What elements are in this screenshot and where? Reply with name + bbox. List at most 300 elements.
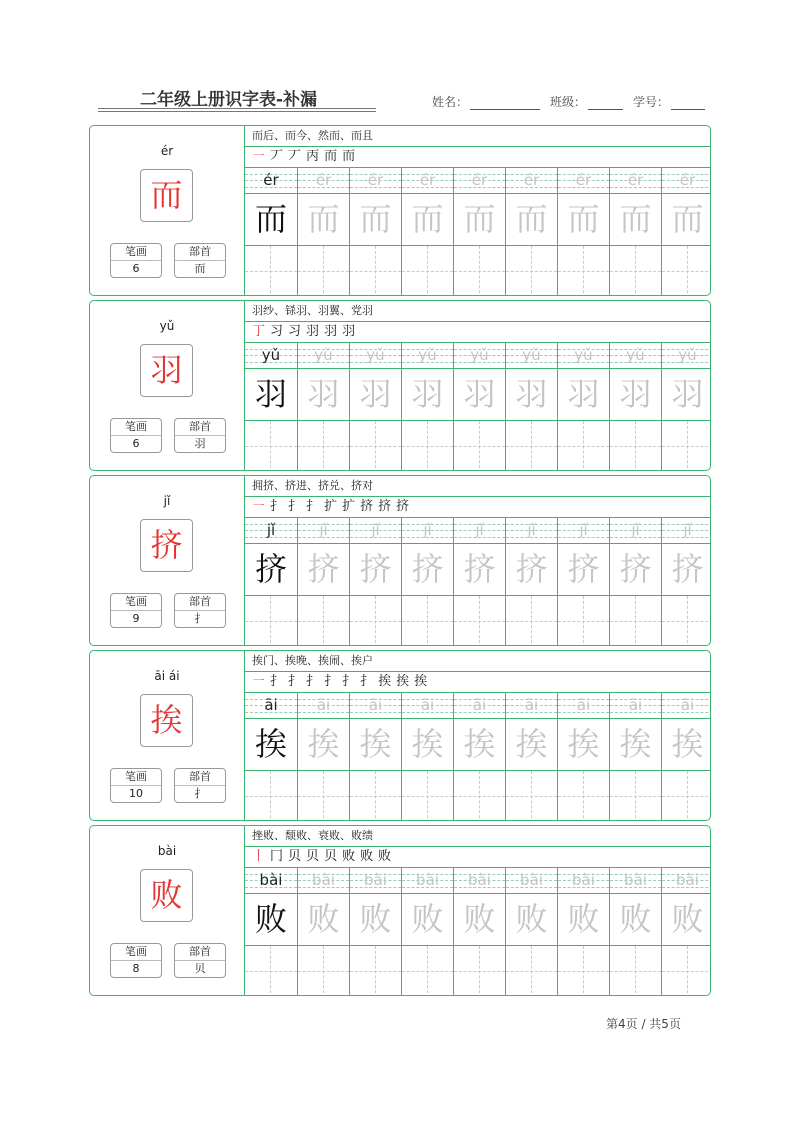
stroke-step: 挨 xyxy=(378,674,392,689)
pinyin-trace: ér xyxy=(523,171,540,189)
pinyin-trace: jǐ xyxy=(475,521,484,539)
pinyin-practice-cell[interactable] xyxy=(505,693,557,719)
page-title: 二年级上册识字表-补漏 xyxy=(140,90,318,110)
character-trace: 而 xyxy=(411,200,444,238)
character-practice-cell[interactable] xyxy=(661,719,711,771)
stroke-step: 贝 xyxy=(324,849,338,864)
pinyin-practice-cell[interactable] xyxy=(401,343,453,369)
character-practice-cell[interactable] xyxy=(661,544,711,596)
character-practice-cell[interactable] xyxy=(349,719,401,771)
character-practice-cell[interactable] xyxy=(453,894,505,946)
character-practice-cell[interactable] xyxy=(401,719,453,771)
character-trace: 羽 xyxy=(619,375,652,413)
character-trace: 而 xyxy=(307,200,340,238)
character-practice-cell[interactable] xyxy=(297,544,349,596)
pinyin-trace: āi xyxy=(576,696,591,714)
character-trace: 挤 xyxy=(515,550,548,588)
pinyin-example: jǐ xyxy=(266,521,276,539)
blank-practice-cell[interactable] xyxy=(609,771,661,821)
character-info-panel xyxy=(90,651,245,820)
pinyin-practice-cell[interactable] xyxy=(453,168,505,194)
character-trace: 挤 xyxy=(307,550,340,588)
pinyin-practice-cell[interactable] xyxy=(505,518,557,544)
grid-guide-vertical xyxy=(427,946,428,996)
grid-guide-vertical xyxy=(635,421,636,471)
blank-practice-cell[interactable] xyxy=(349,771,401,821)
pinyin-practice-cell[interactable] xyxy=(661,693,711,719)
character-practice-cell[interactable] xyxy=(245,194,297,246)
character-practice-cell[interactable] xyxy=(661,194,711,246)
pinyin-practice-cell[interactable] xyxy=(609,168,661,194)
pinyin-practice-cell[interactable] xyxy=(297,518,349,544)
grid-guide-horizontal xyxy=(245,971,297,972)
grid-guide-vertical xyxy=(479,421,480,471)
blank-practice-cell[interactable] xyxy=(557,246,609,296)
pinyin-trace: yǔ xyxy=(678,346,697,364)
pinyin-practice-cell[interactable] xyxy=(297,868,349,894)
example-words: 挫败、颓败、衰败、败绩 xyxy=(245,826,710,847)
blank-practice-cell[interactable] xyxy=(557,771,609,821)
character-example: 而 xyxy=(254,200,287,238)
stroke-order xyxy=(245,847,710,868)
character-trace: 挨 xyxy=(463,725,496,763)
blank-practice-cell[interactable] xyxy=(505,771,557,821)
blank-practice-cell[interactable] xyxy=(297,246,349,296)
grid-guide-vertical xyxy=(479,246,480,296)
character-practice-cell[interactable] xyxy=(297,719,349,771)
character-practice-cell[interactable] xyxy=(401,544,453,596)
stroke-count-value: 6 xyxy=(132,437,140,450)
pinyin-practice-cell[interactable] xyxy=(609,868,661,894)
pinyin-trace: yǔ xyxy=(314,346,333,364)
grid-guide-vertical xyxy=(531,771,532,821)
character-trace: 败 xyxy=(307,900,340,938)
pinyin-trace: āi xyxy=(472,696,487,714)
example-words: 挨门、挨晚、挨闹、挨户 xyxy=(245,651,710,672)
grid-guide-vertical xyxy=(427,771,428,821)
stroke-step: 习 xyxy=(288,324,302,339)
stroke-step: ㇐ xyxy=(252,499,266,514)
blank-practice-cell[interactable] xyxy=(245,421,297,471)
grid-guide-vertical xyxy=(479,771,480,821)
grid-guide-vertical xyxy=(531,246,532,296)
blank-practice-cell[interactable] xyxy=(609,596,661,646)
character-practice-cell[interactable] xyxy=(609,719,661,771)
character-practice-cell[interactable] xyxy=(401,369,453,421)
blank-practice-cell[interactable] xyxy=(557,596,609,646)
stroke-step: 挨 xyxy=(396,674,410,689)
character-practice-cell[interactable] xyxy=(505,719,557,771)
grid-guide-horizontal xyxy=(245,271,297,272)
character-trace: 挤 xyxy=(567,550,600,588)
character-trace: 羽 xyxy=(463,375,496,413)
stroke-count-label: 笔画 xyxy=(111,594,161,611)
stroke-count-value: 9 xyxy=(132,612,140,625)
pinyin-practice-cell[interactable] xyxy=(557,168,609,194)
character-example: 羽 xyxy=(254,375,287,413)
stroke-count-box xyxy=(110,243,162,278)
grid-guide-vertical xyxy=(270,946,271,996)
blank-practice-cell[interactable] xyxy=(401,596,453,646)
example-words: 羽纱、铩羽、羽翼、党羽 xyxy=(245,301,710,322)
example-words: 拥挤、挤进、挤兑、挤对 xyxy=(245,476,710,497)
stroke-count-box xyxy=(110,943,162,978)
pinyin-practice-cell[interactable] xyxy=(349,343,401,369)
pinyin-trace: jǐ xyxy=(527,521,536,539)
character: 而 xyxy=(150,176,183,214)
grid-guide-horizontal xyxy=(245,621,297,622)
blank-practice-cell[interactable] xyxy=(245,246,297,296)
grid-guide-vertical xyxy=(375,246,376,296)
character-practice-cell[interactable] xyxy=(245,719,297,771)
blank-practice-cell[interactable] xyxy=(661,421,711,471)
grid-guide-vertical xyxy=(375,771,376,821)
stroke-count-box xyxy=(110,418,162,453)
pinyin-practice-cell[interactable] xyxy=(245,868,297,894)
character-trace: 羽 xyxy=(411,375,444,413)
pinyin-trace: yǔ xyxy=(470,346,489,364)
stroke-count-label: 笔画 xyxy=(111,244,161,261)
stroke-step: 扌 xyxy=(306,674,320,689)
pinyin-practice-cell[interactable] xyxy=(401,693,453,719)
character-practice-cell[interactable] xyxy=(349,894,401,946)
character-practice-cell[interactable] xyxy=(557,544,609,596)
character-box xyxy=(140,169,193,222)
radical-label: 部首 xyxy=(175,944,225,961)
blank-practice-cell[interactable] xyxy=(453,246,505,296)
blank-practice-cell[interactable] xyxy=(453,596,505,646)
blank-practice-cell[interactable] xyxy=(661,946,711,996)
grid-guide-vertical xyxy=(375,946,376,996)
character-trace: 而 xyxy=(463,200,496,238)
pinyin-practice-cell[interactable] xyxy=(245,343,297,369)
character: 挨 xyxy=(150,701,183,739)
character-pinyin: yǔ xyxy=(159,319,175,333)
character-practice-cell[interactable] xyxy=(609,894,661,946)
character-trace: 而 xyxy=(359,200,392,238)
character-practice-cell[interactable] xyxy=(557,894,609,946)
stroke-step: 贝 xyxy=(288,849,302,864)
character-practice-cell[interactable] xyxy=(505,894,557,946)
blank-practice-cell[interactable] xyxy=(349,946,401,996)
pinyin-practice-cell[interactable] xyxy=(661,868,711,894)
character-practice-cell[interactable] xyxy=(453,369,505,421)
blank-practice-cell[interactable] xyxy=(453,771,505,821)
grid-guide-vertical xyxy=(531,596,532,646)
character-practice-cell[interactable] xyxy=(505,544,557,596)
character-example: 挨 xyxy=(254,725,287,763)
blank-practice-cell[interactable] xyxy=(349,596,401,646)
pinyin-practice-cell[interactable] xyxy=(609,693,661,719)
pinyin-practice-cell[interactable] xyxy=(349,868,401,894)
pinyin-practice-cell[interactable] xyxy=(661,343,711,369)
grid-guide-vertical xyxy=(635,946,636,996)
character-trace: 而 xyxy=(671,200,704,238)
stroke-order xyxy=(245,497,710,518)
character-trace: 挨 xyxy=(567,725,600,763)
character-practice-cell[interactable] xyxy=(245,544,297,596)
character-box xyxy=(140,869,193,922)
blank-practice-cell[interactable] xyxy=(297,421,349,471)
character-practice-cell[interactable] xyxy=(453,194,505,246)
stroke-count-value: 6 xyxy=(132,262,140,275)
pinyin-practice-cell[interactable] xyxy=(453,693,505,719)
pinyin-practice-cell[interactable] xyxy=(349,693,401,719)
class-field[interactable] xyxy=(550,93,623,110)
page-number: 第4页 / 共5页 xyxy=(606,1017,681,1031)
pinyin-practice-cell[interactable] xyxy=(661,168,711,194)
stroke-step: 而 xyxy=(324,149,338,164)
grid-guide-vertical xyxy=(323,246,324,296)
practice-area xyxy=(245,826,710,995)
character-info-panel xyxy=(90,126,245,295)
character-trace: 羽 xyxy=(359,375,392,413)
character-practice-cell[interactable] xyxy=(297,369,349,421)
pinyin-practice-cell[interactable] xyxy=(505,868,557,894)
pinyin-practice-cell[interactable] xyxy=(453,868,505,894)
grid-guide-vertical xyxy=(479,946,480,996)
pinyin-practice-cell[interactable] xyxy=(557,868,609,894)
blank-practice-cell[interactable] xyxy=(505,421,557,471)
stroke-step: 习 xyxy=(270,324,284,339)
pinyin-practice-cell[interactable] xyxy=(557,343,609,369)
radical-box xyxy=(174,593,226,628)
character-practice-cell[interactable] xyxy=(661,369,711,421)
radical-value: 扌 xyxy=(194,787,206,800)
stroke-step: 败 xyxy=(378,849,392,864)
pinyin-trace: yǔ xyxy=(574,346,593,364)
character-practice-cell[interactable] xyxy=(245,894,297,946)
pinyin-trace: āi xyxy=(316,696,331,714)
class-field-label: 班级： xyxy=(550,95,587,109)
stroke-step: 扌 xyxy=(270,499,284,514)
stroke-order xyxy=(245,672,710,693)
blank-practice-cell[interactable] xyxy=(297,771,349,821)
student-number-blank[interactable] xyxy=(671,97,705,110)
pinyin-trace: bài xyxy=(572,871,595,889)
pinyin-trace: bài xyxy=(520,871,543,889)
grid-guide-vertical xyxy=(687,946,688,996)
radical-value: 羽 xyxy=(194,437,206,450)
blank-practice-cell[interactable] xyxy=(245,946,297,996)
stroke-step: 挤 xyxy=(396,499,410,514)
blank-practice-cell[interactable] xyxy=(297,596,349,646)
pinyin-practice-cell[interactable] xyxy=(245,168,297,194)
pinyin-example: āi xyxy=(264,696,278,714)
pinyin-practice-cell[interactable] xyxy=(401,168,453,194)
stroke-step: 贝 xyxy=(306,849,320,864)
blank-practice-cell[interactable] xyxy=(297,946,349,996)
blank-practice-cell[interactable] xyxy=(505,246,557,296)
blank-practice-cell[interactable] xyxy=(401,946,453,996)
character: 羽 xyxy=(150,351,183,389)
grid-guide-vertical xyxy=(479,596,480,646)
radical-box xyxy=(174,418,226,453)
character-practice-cell[interactable] xyxy=(245,369,297,421)
character-practice-cell[interactable] xyxy=(453,544,505,596)
pinyin-trace: jǐ xyxy=(423,521,432,539)
character-card xyxy=(89,825,711,996)
stroke-count-box xyxy=(110,593,162,628)
blank-practice-cell[interactable] xyxy=(401,246,453,296)
grid-guide-vertical xyxy=(323,771,324,821)
grid-guide-vertical xyxy=(531,946,532,996)
pinyin-trace: bài xyxy=(624,871,647,889)
character-trace: 羽 xyxy=(515,375,548,413)
blank-practice-cell[interactable] xyxy=(661,246,711,296)
pinyin-practice-cell[interactable] xyxy=(557,693,609,719)
stroke-count-value: 10 xyxy=(129,787,143,800)
pinyin-practice-cell[interactable] xyxy=(349,518,401,544)
character-pinyin: bài xyxy=(157,844,177,858)
character-trace: 挤 xyxy=(619,550,652,588)
blank-practice-cell[interactable] xyxy=(505,946,557,996)
blank-practice-cell[interactable] xyxy=(505,596,557,646)
pinyin-trace: yǔ xyxy=(366,346,385,364)
pinyin-practice-cell[interactable] xyxy=(453,518,505,544)
stroke-step: 扌 xyxy=(324,674,338,689)
pinyin-trace: āi xyxy=(368,696,383,714)
blank-practice-cell[interactable] xyxy=(401,421,453,471)
pinyin-practice-cell[interactable] xyxy=(349,168,401,194)
blank-practice-cell[interactable] xyxy=(557,946,609,996)
character-info-panel xyxy=(90,826,245,995)
blank-practice-cell[interactable] xyxy=(453,421,505,471)
pinyin-practice-cell[interactable] xyxy=(297,168,349,194)
name-field-label: 姓名： xyxy=(432,95,469,109)
pinyin-example: ér xyxy=(263,171,279,189)
name-field[interactable] xyxy=(432,93,540,110)
character-trace: 败 xyxy=(359,900,392,938)
character-practice-cell[interactable] xyxy=(505,369,557,421)
character-trace: 败 xyxy=(671,900,704,938)
pinyin-practice-cell[interactable] xyxy=(401,868,453,894)
title-underline xyxy=(98,108,376,109)
stroke-step: ㇐ xyxy=(252,149,266,164)
character-practice-cell[interactable] xyxy=(453,719,505,771)
character-card xyxy=(89,475,711,646)
student-info-fields xyxy=(432,93,715,110)
stroke-step: 冂 xyxy=(270,849,284,864)
character: 挤 xyxy=(150,526,183,564)
pinyin-practice-cell[interactable] xyxy=(453,343,505,369)
character-pinyin: jǐ xyxy=(163,494,171,508)
pinyin-practice-cell[interactable] xyxy=(557,518,609,544)
stroke-order xyxy=(245,322,710,343)
character-practice-cell[interactable] xyxy=(557,194,609,246)
grid-guide-vertical xyxy=(323,946,324,996)
character-practice-cell[interactable] xyxy=(609,544,661,596)
grid-guide-vertical xyxy=(635,771,636,821)
pinyin-practice-cell[interactable] xyxy=(609,343,661,369)
pinyin-practice-cell[interactable] xyxy=(245,518,297,544)
stroke-step: 丁 xyxy=(252,324,266,339)
stroke-step: 羽 xyxy=(342,324,356,339)
character-practice-cell[interactable] xyxy=(505,194,557,246)
radical-label: 部首 xyxy=(175,594,225,611)
character-practice-cell[interactable] xyxy=(609,194,661,246)
pinyin-trace: ér xyxy=(471,171,488,189)
character-practice-cell[interactable] xyxy=(297,194,349,246)
character-practice-cell[interactable] xyxy=(349,369,401,421)
pinyin-trace: ér xyxy=(627,171,644,189)
pinyin-trace: bài xyxy=(416,871,439,889)
character-trace: 挨 xyxy=(307,725,340,763)
character-practice-cell[interactable] xyxy=(349,544,401,596)
pinyin-practice-cell[interactable] xyxy=(609,518,661,544)
stroke-count-label: 笔画 xyxy=(111,944,161,961)
stroke-step: 败 xyxy=(342,849,356,864)
blank-practice-cell[interactable] xyxy=(245,771,297,821)
blank-practice-cell[interactable] xyxy=(401,771,453,821)
blank-practice-cell[interactable] xyxy=(661,596,711,646)
character-trace: 挨 xyxy=(671,725,704,763)
grid-guide-vertical xyxy=(270,246,271,296)
character-trace: 败 xyxy=(619,900,652,938)
blank-practice-cell[interactable] xyxy=(453,946,505,996)
character-practice-cell[interactable] xyxy=(557,369,609,421)
blank-practice-cell[interactable] xyxy=(557,421,609,471)
character-trace: 挨 xyxy=(411,725,444,763)
character-practice-cell[interactable] xyxy=(297,894,349,946)
blank-practice-cell[interactable] xyxy=(245,596,297,646)
blank-practice-cell[interactable] xyxy=(661,771,711,821)
radical-label: 部首 xyxy=(175,244,225,261)
pinyin-trace: bài xyxy=(468,871,491,889)
character-practice-cell[interactable] xyxy=(349,194,401,246)
blank-practice-cell[interactable] xyxy=(609,421,661,471)
character-practice-cell[interactable] xyxy=(557,719,609,771)
blank-practice-cell[interactable] xyxy=(349,246,401,296)
stroke-step: 扌 xyxy=(360,674,374,689)
pinyin-example: yǔ xyxy=(261,346,281,364)
character-practice-cell[interactable] xyxy=(401,194,453,246)
character-practice-cell[interactable] xyxy=(661,894,711,946)
stroke-step: ㇐ xyxy=(252,674,266,689)
pinyin-trace: ér xyxy=(419,171,436,189)
pinyin-practice-cell[interactable] xyxy=(297,693,349,719)
radical-label: 部首 xyxy=(175,769,225,786)
pinyin-practice-cell[interactable] xyxy=(661,518,711,544)
pinyin-trace: yǔ xyxy=(522,346,541,364)
pinyin-practice-cell[interactable] xyxy=(505,168,557,194)
pinyin-practice-cell[interactable] xyxy=(505,343,557,369)
grid-guide-vertical xyxy=(635,596,636,646)
student-number-label: 学号： xyxy=(633,95,670,109)
character-trace: 挤 xyxy=(411,550,444,588)
blank-practice-cell[interactable] xyxy=(609,946,661,996)
name-field-blank[interactable] xyxy=(470,97,540,110)
pinyin-practice-cell[interactable] xyxy=(297,343,349,369)
character-trace: 败 xyxy=(567,900,600,938)
grid-guide-horizontal xyxy=(245,446,297,447)
class-field-blank[interactable] xyxy=(588,97,623,110)
blank-practice-cell[interactable] xyxy=(349,421,401,471)
practice-area xyxy=(245,476,710,645)
character-practice-cell[interactable] xyxy=(401,894,453,946)
pinyin-practice-cell[interactable] xyxy=(401,518,453,544)
grid-guide-vertical xyxy=(323,596,324,646)
character-trace: 而 xyxy=(567,200,600,238)
blank-practice-cell[interactable] xyxy=(609,246,661,296)
character-pinyin: ér xyxy=(160,144,174,158)
pinyin-practice-cell[interactable] xyxy=(245,693,297,719)
stroke-step: 扌 xyxy=(288,499,302,514)
character-trace: 羽 xyxy=(671,375,704,413)
student-number-field[interactable] xyxy=(633,93,705,110)
character-practice-cell[interactable] xyxy=(609,369,661,421)
character-info-panel xyxy=(90,301,245,470)
